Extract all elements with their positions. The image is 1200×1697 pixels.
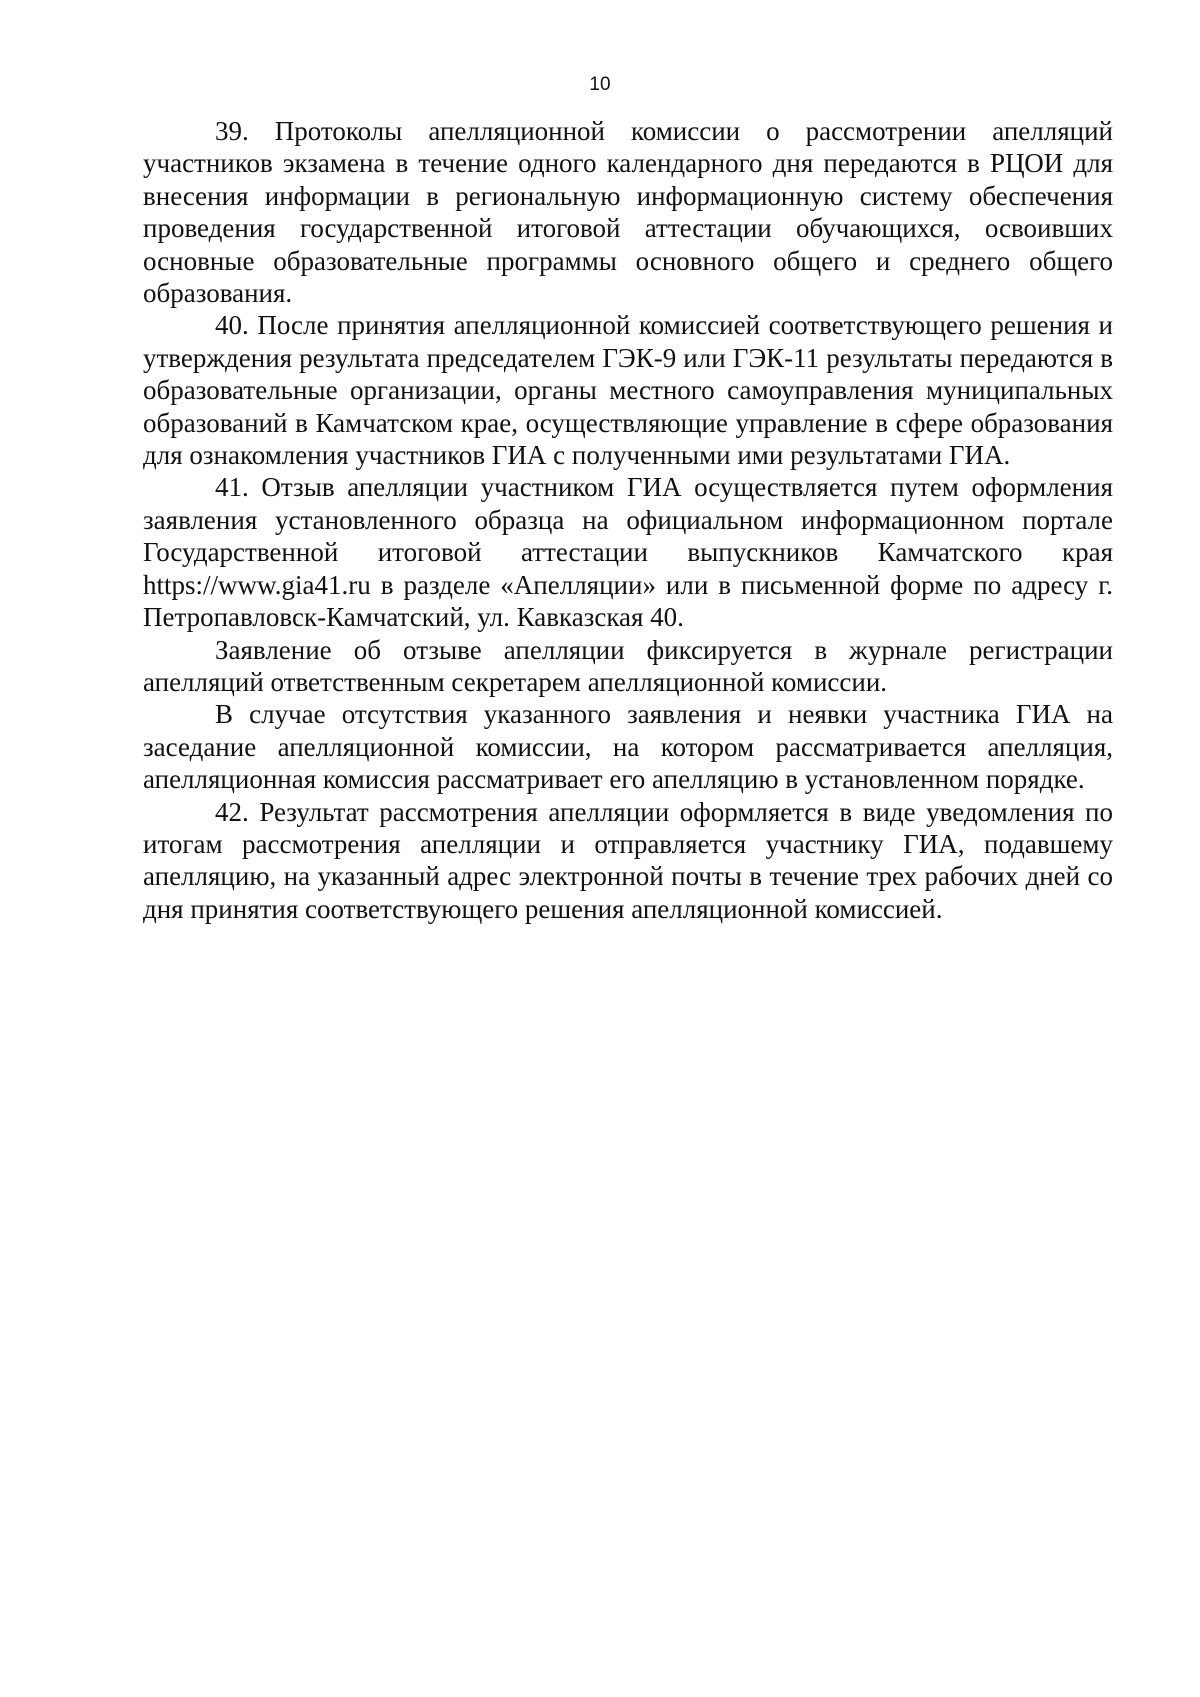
paragraph-42: 42. Результат рассмотрения апелляции оформляется в виде уведомления по итогам рассмотрения апелляции и отправляется участнику ГИА, подавшему апелляцию, на указанный адрес электронной почты в течение трех рабочих дней со дня принятия соответствующего решения апелляционной комиссией. [143, 796, 1113, 924]
paragraph-40: 40. После принятия апелляционной комиссией соответствующего решения и утверждения результата председателем ГЭК-9 или ГЭК-11 результаты передаются в образовательные организации, органы местного самоуправления муниципальных образований в Камчатском крае, осуществляющие управление в сфере образования для ознакомления участников ГИА с полученными ими результатами ГИА. [143, 310, 1113, 471]
paragraph-absence-case: В случае отсутствия указанного заявления и неявки участника ГИА на заседание апелляционной комиссии, на котором рассматривается апелляция, апелляционная комиссия рассматривает его апелляцию в установленном порядке. [143, 699, 1113, 795]
paragraph-41: 41. Отзыв апелляции участником ГИА осуществляется путем оформления заявления установленного образца на официальном информационном портале Государственной итоговой аттестации выпускников Камчатского края https://www.gia41.ru в разделе «Апелляции» или в письменной форме по адресу г. Петропавловск-Камчатский, ул. Кавказская 40. [143, 472, 1113, 633]
page-number: 10 [589, 74, 611, 95]
paragraph-withdrawal-registration: Заявление об отзыве апелляции фиксируется в журнале регистрации апелляций ответственным секретарем апелляционной комиссии. [143, 634, 1113, 697]
paragraph-39: 39. Протоколы апелляционной комиссии о рассмотрении апелляций участников экзамена в течение одного календарного дня передаются в РЦОИ для внесения информации в региональную информационную систему обеспечения проведения государственной итоговой аттестации обучающихся, освоивших основные образовательные программы основного общего и среднего общего образования. [143, 116, 1113, 309]
document-body [143, 115, 1113, 925]
